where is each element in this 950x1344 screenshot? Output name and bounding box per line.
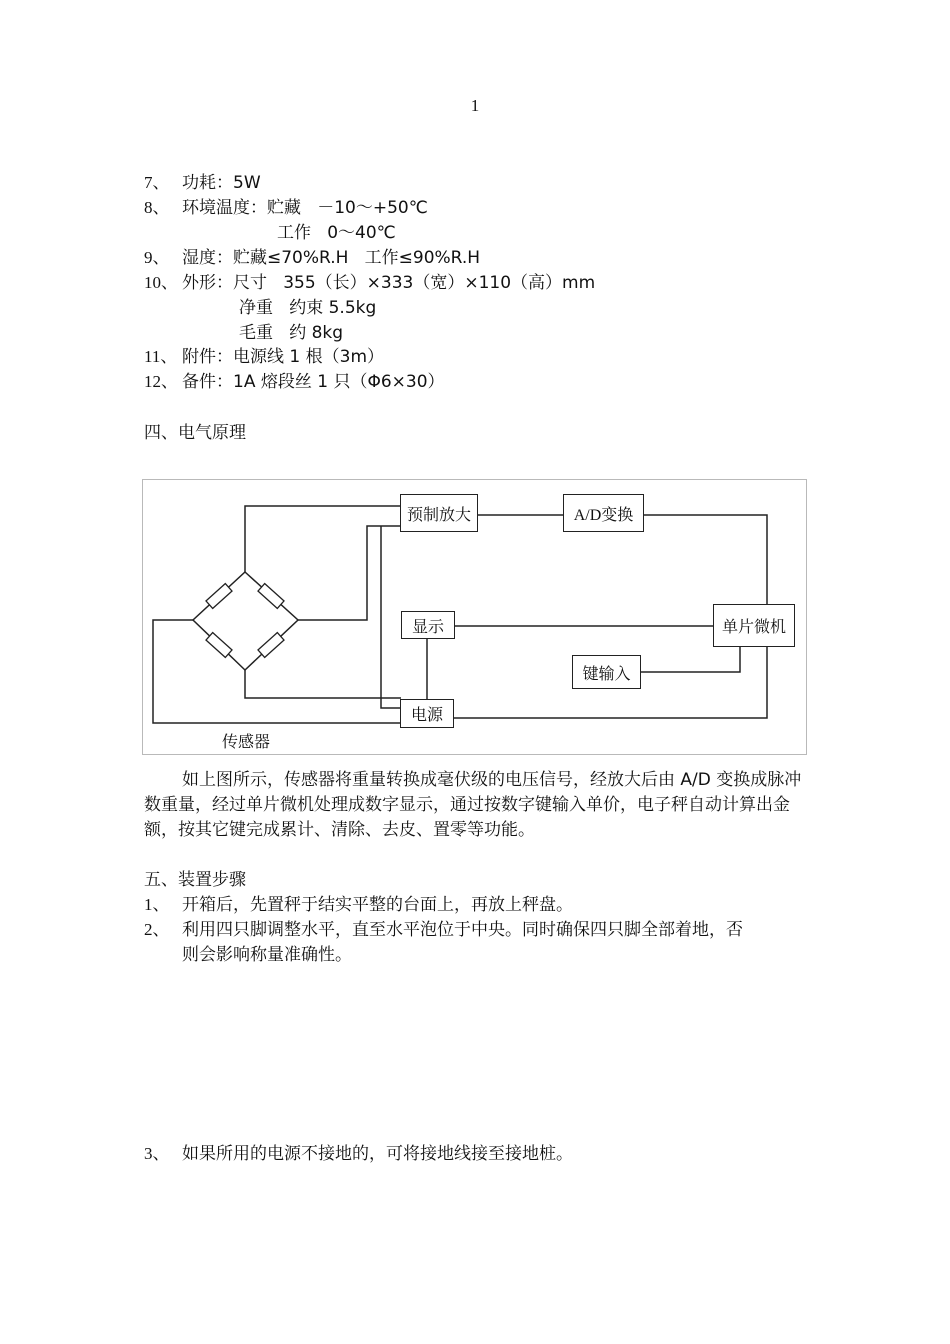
sensor-label: 传感器	[222, 732, 271, 751]
step-num-3: 3、	[144, 1144, 170, 1163]
display-block: 显示	[401, 611, 455, 639]
spec-power: 功耗：5W	[182, 173, 261, 193]
description-paragraph	[144, 768, 809, 843]
keypad-block: 键输入	[572, 655, 641, 689]
sensor-bridge	[193, 572, 298, 670]
spec-spare: 备件：1A 熔段丝 1 只（Φ6×30）	[182, 372, 445, 392]
spec-gross-weight: 毛重 约 8kg	[239, 323, 344, 343]
resistor-1	[206, 584, 232, 609]
spec-humidity: 湿度：贮藏≤70%R.H 工作≤90%R.H	[182, 248, 481, 268]
step-3-text: 如果所用的电源不接地的，可将接地线接至接地桩。	[182, 1144, 573, 1164]
power-block: 电源	[400, 699, 454, 728]
step-num-1: 1、	[144, 895, 170, 914]
spec-net-weight: 净重 约束 5.5kg	[239, 298, 377, 318]
spec-num-12: 12、	[144, 372, 178, 391]
step-1-text: 开箱后，先置秤于结实平整的台面上，再放上秤盘。	[182, 895, 573, 915]
wire-preamp-power	[381, 526, 401, 708]
section-title-installation: 五、装置步骤	[144, 870, 246, 890]
resistor-4	[258, 633, 284, 658]
adc-block: A/D变换	[563, 494, 644, 532]
step-num-2: 2、	[144, 920, 170, 939]
spec-accessory: 附件：电源线 1 根（3m）	[182, 347, 384, 367]
mcu-block: 单片微机	[713, 604, 795, 647]
wire-bridge-bottom-power	[245, 670, 401, 698]
section-title-electrical: 四、电气原理	[144, 423, 246, 443]
wire-adc-mcu	[643, 515, 767, 605]
preamp-block: 预制放大	[400, 494, 478, 532]
resistor-3	[206, 633, 232, 658]
spec-num-10: 10、	[144, 273, 178, 292]
spec-num-9: 9、	[144, 248, 170, 267]
spec-temp-storage: 环境温度：贮藏 －10～+50℃	[182, 198, 428, 218]
page-number: 1	[470, 96, 480, 115]
description-text: 如上图所示，传感器将重量转换成毫伏级的电压信号，经放大后由 A/D 变换成脉冲数重量，经过单片微机处理成数字显示，通过按数字键输入单价，电子秤自动计算出金额，按其它键完成累计、清除、去皮、置零等功能。	[144, 770, 802, 840]
step-2-text-cont: 则会影响称量准确性。	[182, 945, 352, 965]
spec-num-8: 8、	[144, 198, 170, 217]
step-2-text: 利用四只脚调整水平，直至水平泡位于中央。同时确保四只脚全部着地，否	[182, 920, 743, 940]
electrical-block-diagram	[142, 479, 807, 755]
spec-temp-work: 工作 0～40℃	[277, 223, 396, 243]
resistor-2	[258, 584, 284, 609]
spec-num-11: 11、	[144, 347, 178, 366]
wire-keypad-mcu	[640, 646, 740, 672]
wire-bridge-top-preamp	[245, 506, 401, 572]
spec-num-7: 7、	[144, 173, 170, 192]
wire-bridge-right-preamp	[298, 526, 401, 620]
spec-dimensions: 外形：尺寸 355（长）×333（宽）×110（高）mm	[182, 273, 596, 293]
